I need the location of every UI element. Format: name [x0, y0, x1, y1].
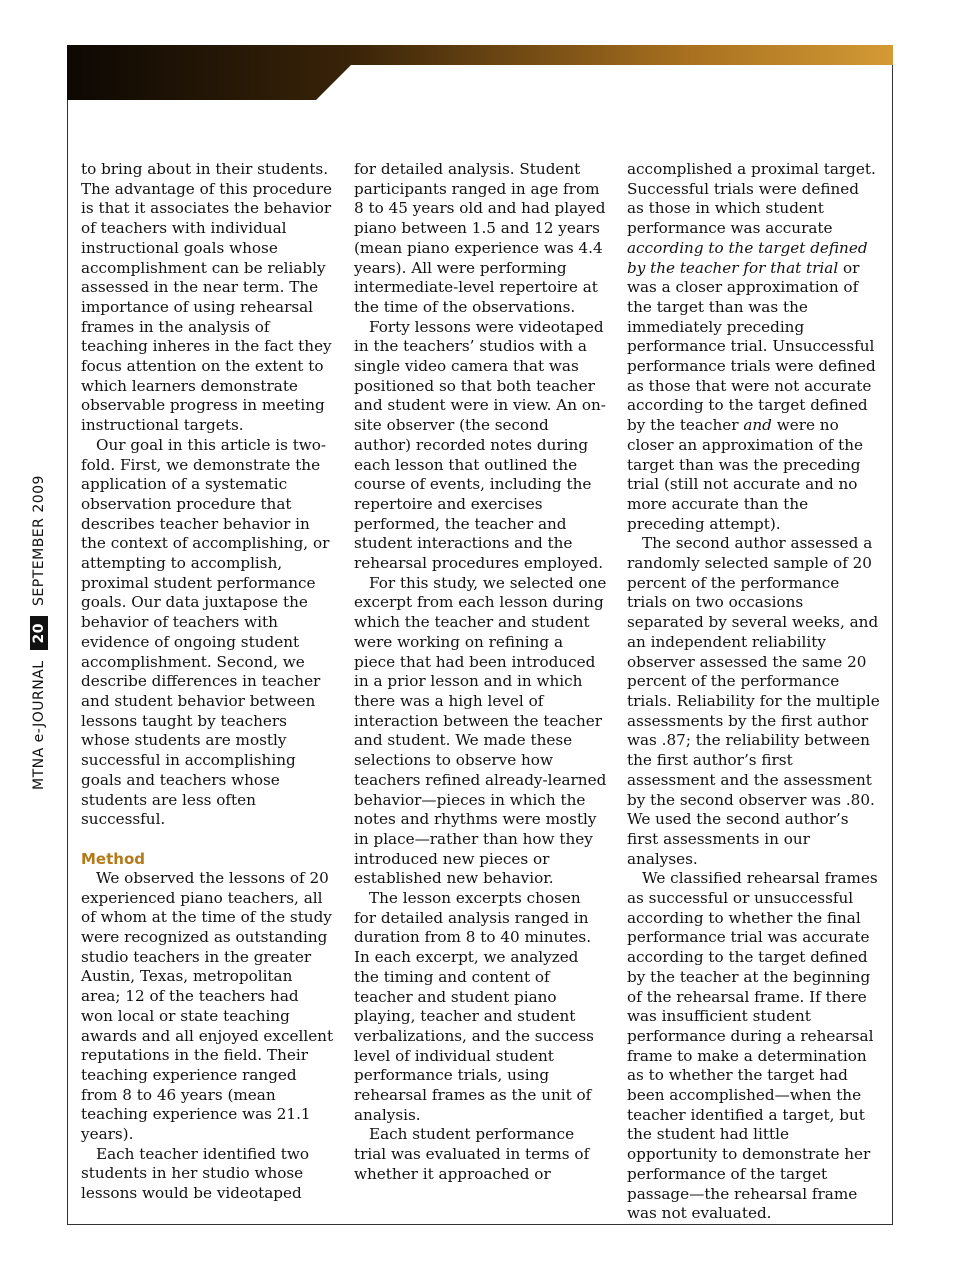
page-number: 20	[30, 616, 48, 650]
paragraph: We observed the lessons of 20 experienced piano teachers, all of whom at the time of the study were recognized as outstanding studio teachers in the greater Austin, Texas, metropolitan area; 12 of the teachers had won local or state teaching awards and all enjoyed excellent reputations in the field. Their teaching experience ranged from 8 to 46 years (mean teaching experience was 21.1 years).	[81, 868, 334, 1144]
journal-name: MTNA e-JOURNAL	[31, 660, 47, 790]
article-body	[81, 160, 881, 1223]
italic-text: according to the target defined by the teacher for that trial	[627, 238, 868, 277]
paragraph: Forty lessons were videotaped in the teachers’ studios with a single video camera that was positioned so that both teacher and student were in view. An on-site observer (the second author) recorded notes during each lesson that outlined the course of events, including the repertoire and exercises performed, the teacher and student interactions and the rehearsal procedures employed.	[354, 317, 606, 573]
paragraph: We classified rehearsal frames as successful or unsuccessful according to whether the final performance trial was accurate according to the target defined by the teacher at the beginning of the rehearsal frame. If there was insufficient student performance during a rehearsal frame to make a determination as to whether the target had been accomplished—when the teacher identified a target, but the student had little opportunity to demonstrate her performance of the target passage—the rehearsal frame was not evaluated.	[627, 869, 878, 1223]
issue-date: SEPTEMBER 2009	[31, 475, 47, 606]
column-3	[627, 160, 880, 1223]
paragraph: Each student performance trial was evaluated in terms of whether it approached or	[354, 1125, 590, 1183]
paragraph: to bring about in their students. The advantage of this procedure is that it associates the behavior of teachers with individual instructional goals whose accomplishment can be reliably assessed in the near term. The importance of using rehearsal frames in the analysis of teaching inheres in the fact they focus attention on the extent to which learners demonstrate observable progress in meeting instructional targets.	[81, 160, 332, 435]
paragraph	[627, 160, 880, 534]
side-running-head	[30, 475, 48, 790]
text-run: accomplished a proximal target. Successful trials were defined as those in which student performance was accurate	[627, 160, 876, 238]
header-banner-shape	[67, 45, 893, 100]
paragraph: The second author assessed a randomly selected sample of 20 percent of the performance trials on two occasions separated by several weeks, and an independent reliability observer assessed the same 20 percent of the performance trials. Reliability for the multiple assessments by the first author was .87; the reliability between the first author’s first assessment and the assessment by the second observer was .80. We used the second author’s first assessments in our analyses.	[627, 534, 880, 868]
column-2	[354, 160, 607, 1220]
paragraph: Each teacher identified two students in her studio whose lessons would be videotaped	[81, 1144, 309, 1203]
text-run: or was a closer approximation of the target than was the immediately preceding performance trial. Unsuccessful performance trials were defined as those that were not accurate according to the target defined by the teacher	[627, 258, 876, 435]
paragraph: For this study, we selected one excerpt from each lesson during which the teacher and student were working on refining a piece that had been introduced in a prior lesson and in which there was a high level of interaction between the teacher and student. We made these selections to observe how teachers refined already-learned behavior—pieces in which the notes and rhythms were mostly in place—rather than how they introduced new pieces or established new behavior.	[354, 573, 607, 888]
paragraph: The lesson excerpts chosen for detailed analysis ranged in duration from 8 to 40 minutes. In each excerpt, we analyzed the timing and content of teacher and student piano playing, teacher and student verbalizations, and the success level of individual student performance trials, using rehearsal frames as the unit of analysis.	[354, 889, 594, 1124]
column-1	[81, 160, 334, 1220]
header-banner-graphic	[67, 45, 893, 100]
paragraph: for detailed analysis. Student participants ranged in age from 8 to 45 years old and had played piano between 1.5 and 12 years (mean piano experience was 4.4 years). All were performing intermediate-level repertoire at the time of the observations.	[354, 160, 606, 316]
paragraph: Our goal in this article is two-fold. First, we demonstrate the application of a systematic observation procedure that describes teacher behavior in the context of accomplishing, or attempting to accomplish, proximal student performance goals. Our data juxtapose the behavior of teachers with evidence of ongoing student accomplishment. Second, we describe differences in teacher and student behavior between lessons taught by teachers whose students are mostly successful in accomplishing goals and teachers whose students are less often successful.	[81, 435, 330, 829]
italic-text: and	[743, 416, 772, 435]
header-banner	[67, 45, 893, 100]
text-run: were no closer an approximation of the target than was the preceding trial (still not accurate and no more accurate than the preceding attempt).	[627, 416, 863, 533]
section-heading-method: Method	[81, 849, 145, 868]
